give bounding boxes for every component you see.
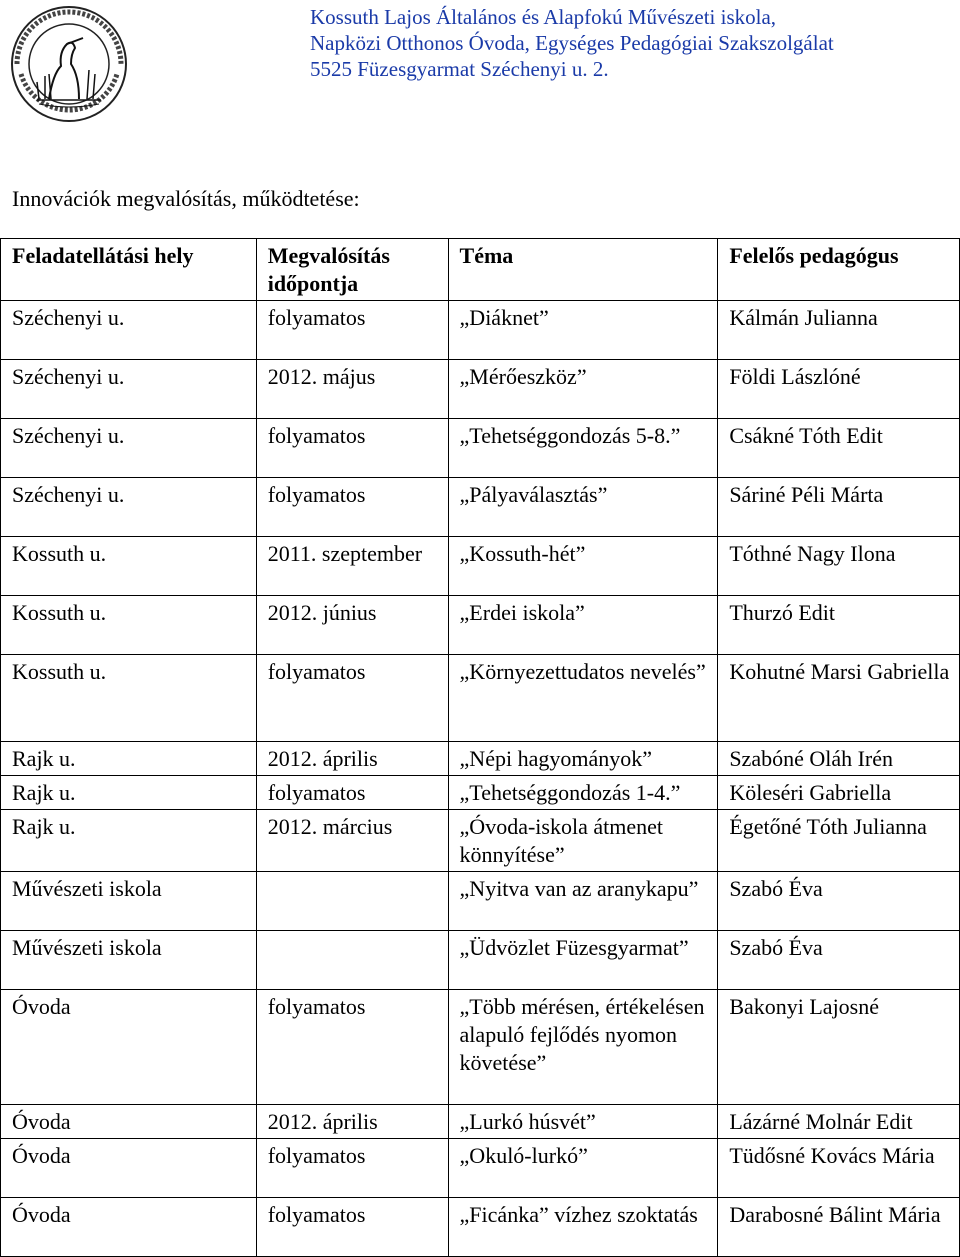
cell-topic: „Okuló-lurkó” (448, 1139, 718, 1198)
school-seal-logo (8, 4, 130, 124)
cell-location: Művészeti iskola (1, 931, 257, 990)
cell-teacher: Szabó Éva (718, 931, 960, 990)
cell-location: Kossuth u. (1, 537, 257, 596)
cell-teacher: Bakonyi Lajosné (718, 990, 960, 1105)
cell-teacher: Földi Lászlóné (718, 360, 960, 419)
cell-date: folyamatos (256, 655, 448, 742)
table-header-row (1, 239, 960, 301)
cell-location: Kossuth u. (1, 655, 257, 742)
table-row (1, 478, 960, 537)
cell-date: 2012. április (256, 1105, 448, 1139)
cell-date (256, 872, 448, 931)
cell-location: Széchenyi u. (1, 478, 257, 537)
cell-topic: „Lurkó húsvét” (448, 1105, 718, 1139)
cell-topic: „Tehetséggondozás 1-4.” (448, 776, 718, 810)
cell-date: 2012. május (256, 360, 448, 419)
school-name-line-2: Napközi Otthonos Óvoda, Egységes Pedagógiai Szakszolgálat (310, 31, 834, 55)
letterhead (0, 0, 960, 130)
table-row (1, 596, 960, 655)
cell-topic: „Üdvözlet Füzesgyarmat” (448, 931, 718, 990)
cell-location: Széchenyi u. (1, 301, 257, 360)
cell-topic: „Diáknet” (448, 301, 718, 360)
cell-location: Óvoda (1, 1139, 257, 1198)
cell-location: Rajk u. (1, 810, 257, 872)
header-topic: Téma (448, 239, 718, 301)
cell-date: 2011. szeptember (256, 537, 448, 596)
cell-location: Óvoda (1, 1198, 257, 1257)
cell-topic: „Kossuth-hét” (448, 537, 718, 596)
cell-date: folyamatos (256, 990, 448, 1105)
cell-teacher: Tüdősné Kovács Mária (718, 1139, 960, 1198)
cell-location: Rajk u. (1, 742, 257, 776)
table-row (1, 810, 960, 872)
cell-date: 2012. június (256, 596, 448, 655)
cell-location: Széchenyi u. (1, 360, 257, 419)
table-row (1, 1105, 960, 1139)
table-row (1, 776, 960, 810)
cell-topic: „Erdei iskola” (448, 596, 718, 655)
cell-teacher: Thurzó Edit (718, 596, 960, 655)
cell-location: Rajk u. (1, 776, 257, 810)
cell-topic: „Több mérésen, értékelésen alapuló fejlődés nyomon követése” (448, 990, 718, 1105)
school-name-line-1: Kossuth Lajos Általános és Alapfokú Művészeti iskola, (310, 5, 777, 29)
cell-date: folyamatos (256, 1139, 448, 1198)
table-row (1, 537, 960, 596)
cell-date: 2012. március (256, 810, 448, 872)
cell-date (256, 931, 448, 990)
cell-date: folyamatos (256, 301, 448, 360)
cell-teacher: Szabó Éva (718, 872, 960, 931)
cell-teacher: Kálmán Julianna (718, 301, 960, 360)
cell-location: Széchenyi u. (1, 419, 257, 478)
cell-date: folyamatos (256, 419, 448, 478)
table-row (1, 931, 960, 990)
header-location: Feladatellátási hely (1, 239, 257, 301)
cell-topic: „Környezettudatos nevelés” (448, 655, 718, 742)
cell-topic: „Tehetséggondozás 5-8.” (448, 419, 718, 478)
cell-location: Kossuth u. (1, 596, 257, 655)
table-row (1, 360, 960, 419)
header-teacher: Felelős pedagógus (718, 239, 960, 301)
section-title: Innovációk megvalósítás, működtetése: (12, 186, 360, 211)
cell-date: 2012. április (256, 742, 448, 776)
cell-topic: „Mérőeszköz” (448, 360, 718, 419)
cell-topic: „Pályaválasztás” (448, 478, 718, 537)
cell-teacher: Sáriné Péli Márta (718, 478, 960, 537)
cell-date: folyamatos (256, 478, 448, 537)
cell-topic: „Nyitva van az aranykapu” (448, 872, 718, 931)
cell-date: folyamatos (256, 1198, 448, 1257)
cell-teacher: Darabosné Bálint Mária (718, 1198, 960, 1257)
cell-topic: „Népi hagyományok” (448, 742, 718, 776)
table-row (1, 301, 960, 360)
table-row (1, 1139, 960, 1198)
table-row (1, 419, 960, 478)
cell-teacher: Csákné Tóth Edit (718, 419, 960, 478)
table-row (1, 1198, 960, 1257)
cell-teacher: Köleséri Gabriella (718, 776, 960, 810)
innovations-table (0, 238, 960, 1257)
cell-location: Óvoda (1, 990, 257, 1105)
cell-teacher: Égetőné Tóth Julianna (718, 810, 960, 872)
table-row (1, 742, 960, 776)
table-row (1, 990, 960, 1105)
cell-teacher: Kohutné Marsi Gabriella (718, 655, 960, 742)
cell-teacher: Lázárné Molnár Edit (718, 1105, 960, 1139)
cell-topic: „Óvoda-iskola átmenet könnyítése” (448, 810, 718, 872)
header-date: Megvalósítás időpontja (256, 239, 448, 301)
cell-location: Óvoda (1, 1105, 257, 1139)
table-row (1, 872, 960, 931)
school-address: 5525 Füzesgyarmat Széchenyi u. 2. (310, 57, 609, 81)
cell-date: folyamatos (256, 776, 448, 810)
cell-location: Művészeti iskola (1, 872, 257, 931)
cell-teacher: Szabóné Oláh Irén (718, 742, 960, 776)
table-row (1, 655, 960, 742)
school-name-block (310, 4, 834, 82)
cell-topic: „Ficánka” vízhez szoktatás (448, 1198, 718, 1257)
cell-teacher: Tóthné Nagy Ilona (718, 537, 960, 596)
